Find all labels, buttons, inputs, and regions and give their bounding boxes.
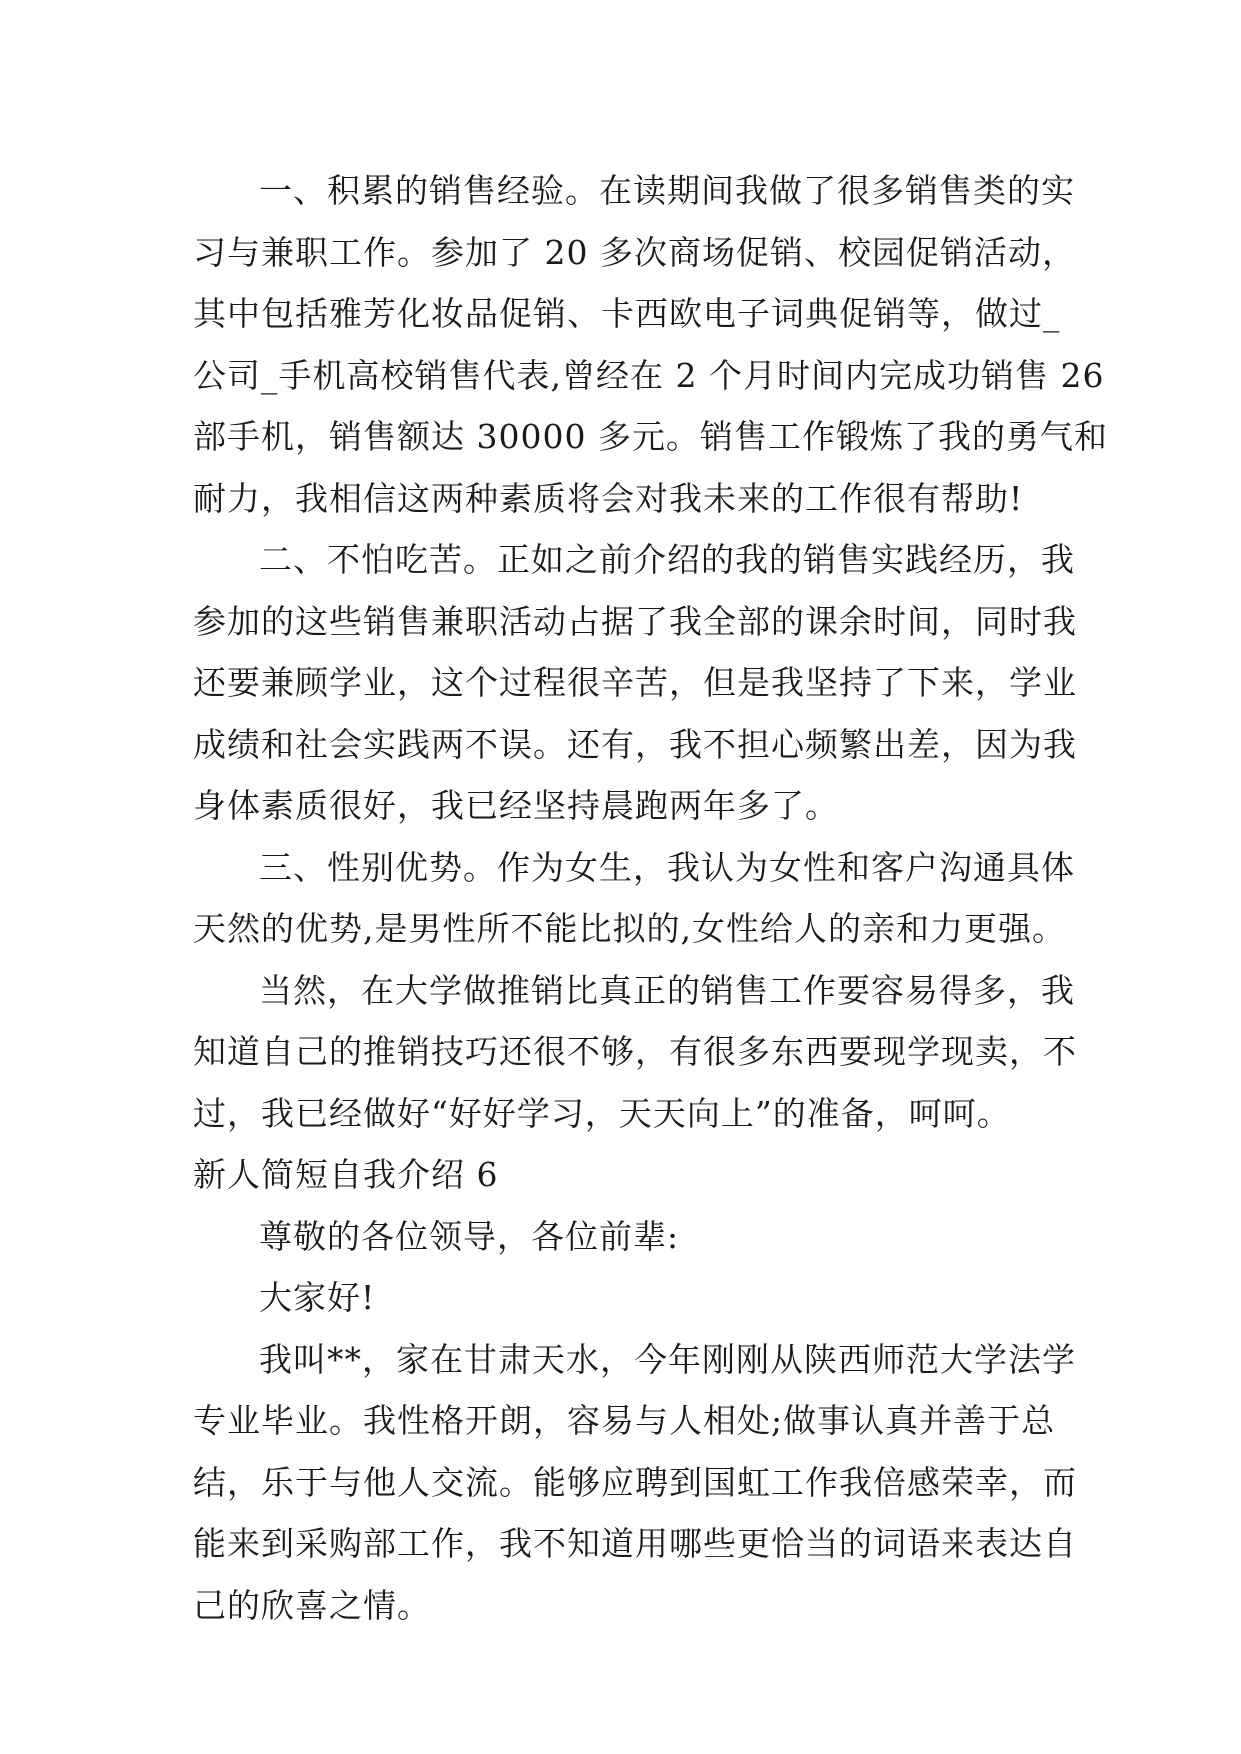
paragraph-line: 一、积累的销售经验。在读期间我做了很多销售类的实 xyxy=(259,171,1075,210)
paragraph-line: 能来到采购部工作，我不知道用哪些更恰当的词语来表达自 xyxy=(193,1524,1077,1563)
section-heading: 新人简短自我介绍 6 xyxy=(193,1155,499,1194)
paragraph-line: 专业毕业。我性格开朗，容易与人相处;做事认真并善于总 xyxy=(193,1401,1056,1440)
paragraph-line: 习与兼职工作。参加了 20 多次商场促销、校园促销活动， xyxy=(193,232,1076,272)
paragraph-line: 还要兼顾学业，这个过程很辛苦，但是我坚持了下来，学业 xyxy=(193,663,1077,702)
paragraph-line: 二、不怕吃苦。正如之前介绍的我的销售实践经历，我 xyxy=(259,540,1075,579)
paragraph-line: 我叫**，家在甘肃天水，今年刚刚从陕西师范大学法学 xyxy=(259,1339,1076,1379)
document-page xyxy=(193,160,1108,1636)
paragraph-line: 己的欣喜之情。 xyxy=(193,1585,431,1625)
paragraph-line: 当然，在大学做推销比真正的销售工作要容易得多，我 xyxy=(259,970,1075,1010)
paragraph-line: 三、性别优势。作为女生，我认为女性和客户沟通具体 xyxy=(259,847,1075,887)
paragraph-line: 参加的这些销售兼职活动占据了我全部的课余时间，同时我 xyxy=(193,601,1077,641)
paragraph-line: 公司_手机高校销售代表,曾经在 2 个月时间内完成功销售 26 xyxy=(193,355,1105,395)
paragraph-line: 耐力，我相信这两种素质将会对我未来的工作很有帮助! xyxy=(193,478,1024,518)
greeting: 大家好! xyxy=(259,1278,376,1317)
salutation: 尊敬的各位领导，各位前辈: xyxy=(259,1216,680,1256)
paragraph-line: 部手机，销售额达 30000 多元。销售工作锻炼了我的勇气和 xyxy=(193,417,1108,456)
paragraph-line: 身体素质很好，我已经坚持晨跑两年多了。 xyxy=(193,786,839,825)
paragraph-line: 其中包括雅芳化妆品促销、卡西欧电子词典促销等，做过_ xyxy=(193,294,1061,333)
paragraph-line: 过，我已经做好“好好学习，天天向上”的准备，呵呵。 xyxy=(193,1093,1011,1133)
paragraph-line: 结，乐于与他人交流。能够应聘到国虹工作我倍感荣幸，而 xyxy=(193,1462,1077,1502)
paragraph-line: 天然的优势,是男性所不能比拟的,女性给人的亲和力更强。 xyxy=(193,909,1066,948)
paragraph-line: 知道自己的推销技巧还很不够，有很多东西要现学现卖，不 xyxy=(193,1032,1077,1071)
paragraph-line: 成绩和社会实践两不误。还有，我不担心频繁出差，因为我 xyxy=(193,724,1077,764)
